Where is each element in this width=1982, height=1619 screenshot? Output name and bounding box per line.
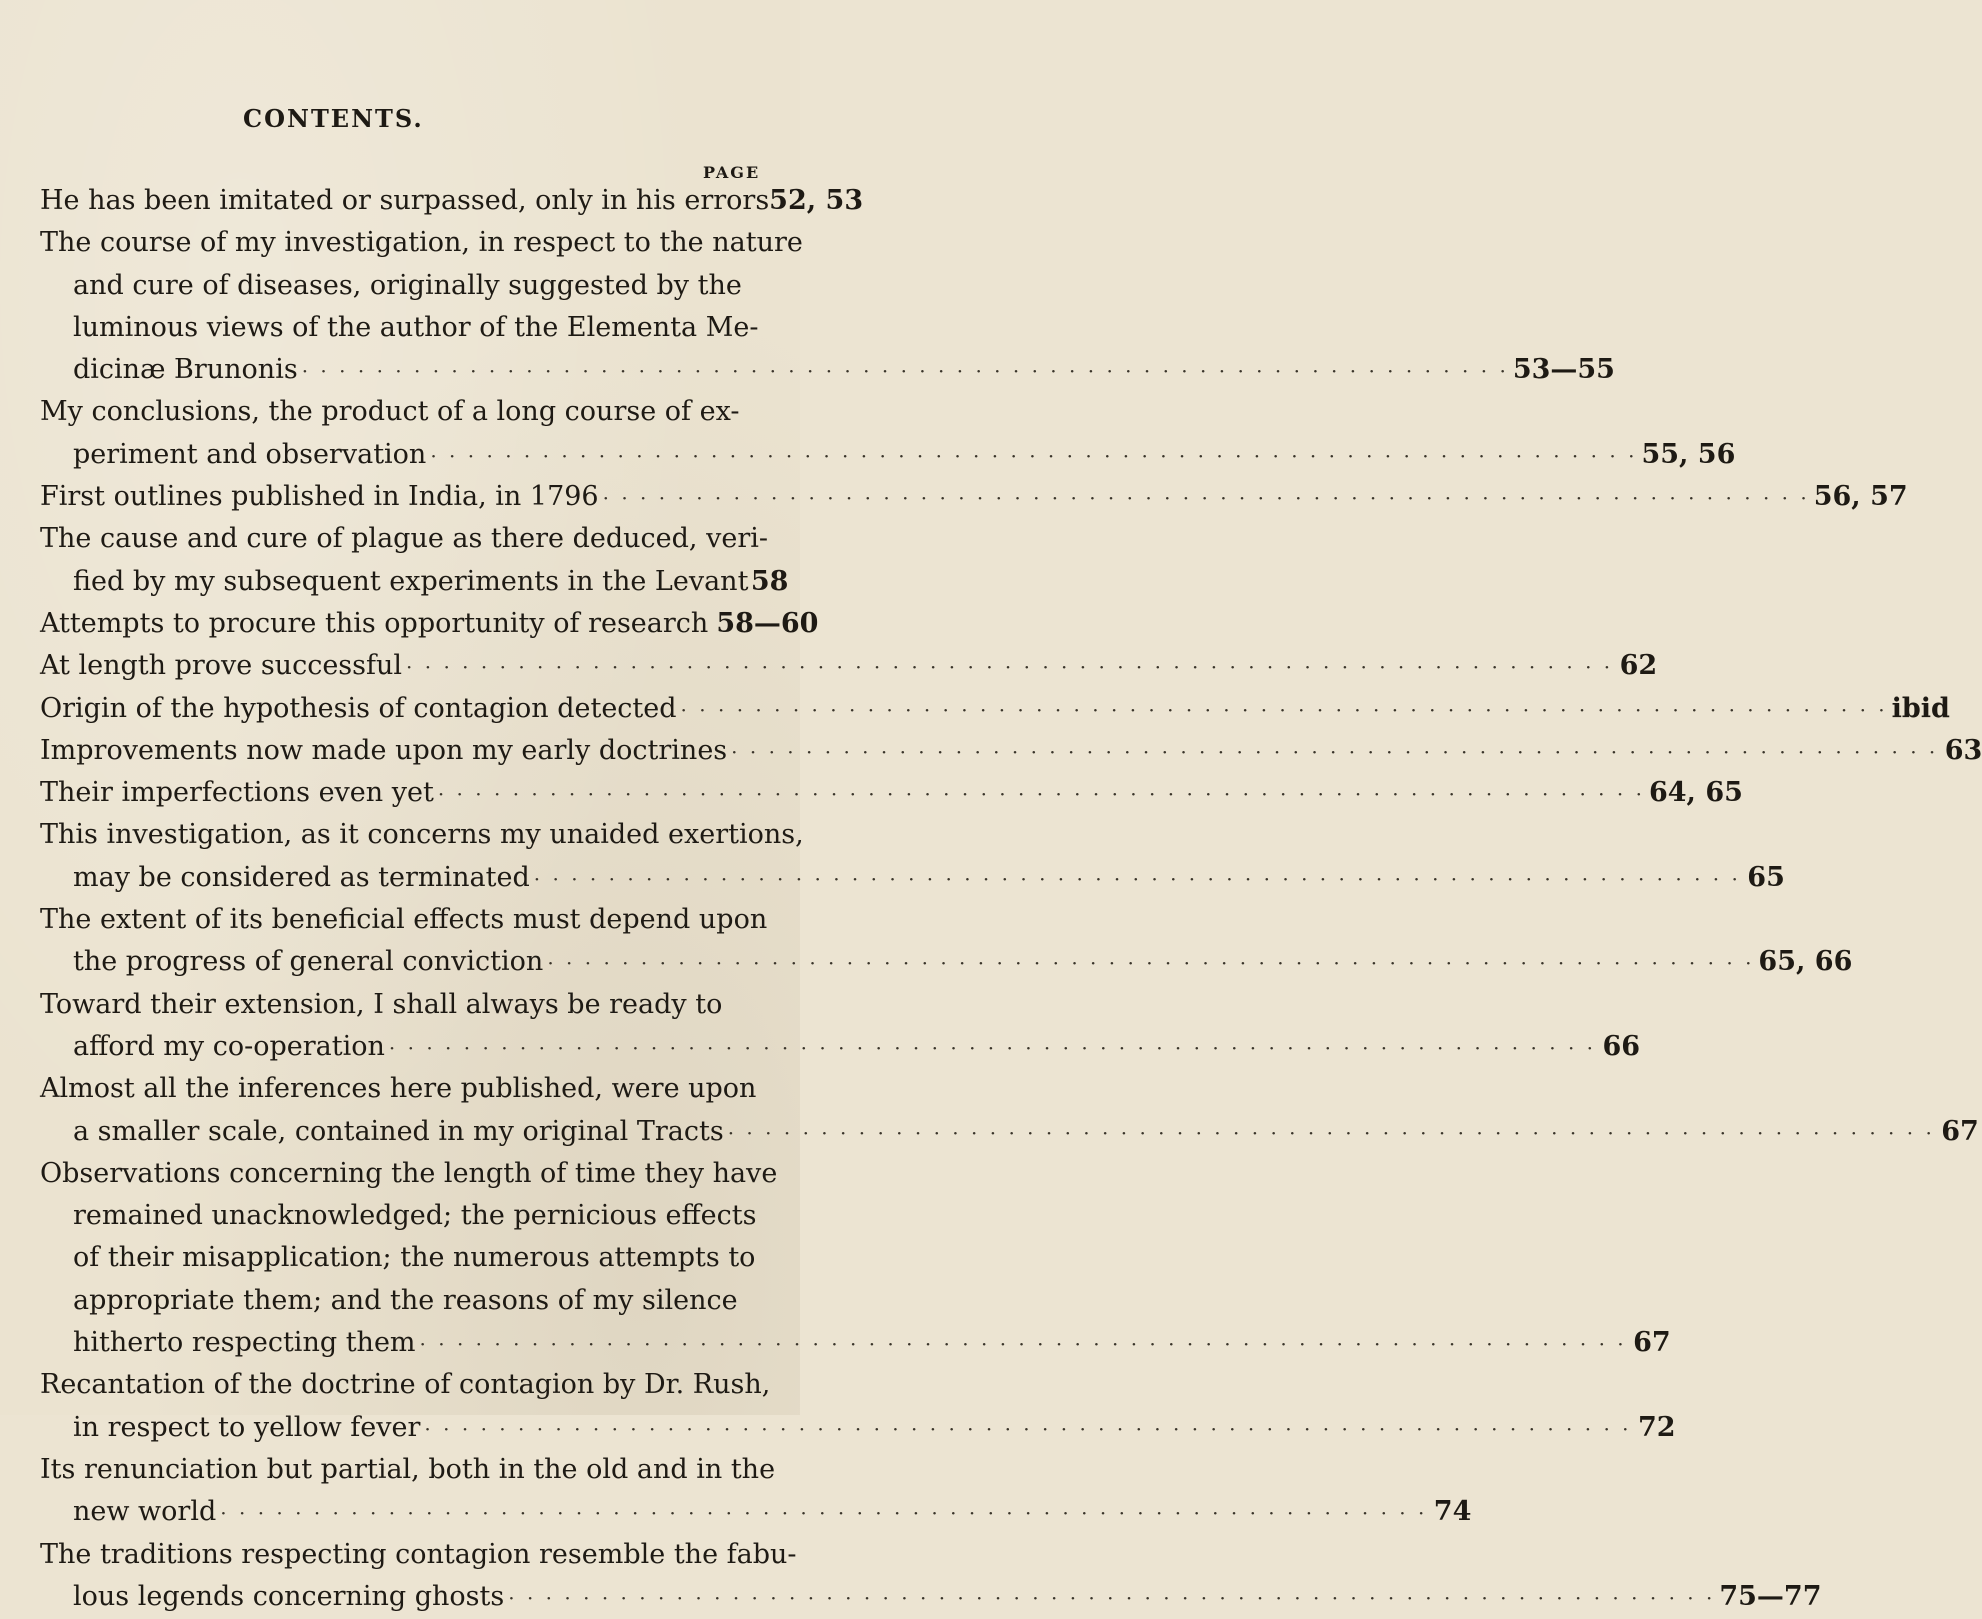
toc-line — [40, 1449, 780, 1491]
dot-leader — [420, 1323, 1627, 1365]
toc-line — [40, 857, 1785, 899]
toc-entry-text: Improvements now made upon my early doctrines — [40, 734, 728, 766]
toc-entry — [40, 645, 1658, 687]
toc-entry-text: Its renunciation but partial, both in the old and in the — [40, 1453, 776, 1485]
toc-entry — [40, 1534, 1822, 1619]
toc-entry-text: Origin of the hypothesis of contagion detected — [40, 692, 677, 724]
toc-entry — [40, 518, 789, 603]
toc-entry-text: Recantation of the doctrine of contagion by Dr. Rush, — [40, 1369, 771, 1401]
toc-entry — [40, 391, 1736, 476]
toc-entry-text: fied by my subsequent experiments in the Levant — [73, 565, 749, 597]
dot-leader — [547, 942, 1754, 984]
toc-line — [40, 688, 1950, 730]
toc-line — [40, 1364, 780, 1406]
toc-entry-text: luminous views of the author of the Elementa Me- — [73, 311, 759, 343]
toc-entry-text: afford my co-operation — [73, 1030, 385, 1062]
toc-entry-text: This investigation, as it concerns my unaided exertions, — [40, 819, 804, 851]
toc-line — [40, 645, 1658, 687]
toc-line — [40, 1026, 1641, 1068]
toc-line — [40, 1068, 780, 1110]
toc-line — [40, 476, 1908, 518]
toc-entry-text: Almost all the inferences here published, were upon — [40, 1073, 757, 1105]
page-number: 74 — [1433, 1496, 1472, 1528]
toc-line — [40, 518, 780, 560]
page-number: 52, 53 — [769, 185, 864, 216]
toc-line — [40, 180, 864, 222]
dot-leader — [603, 477, 1810, 519]
page-number: 58—60 — [716, 607, 819, 639]
toc-line — [40, 1322, 1671, 1364]
page-number: 62 — [1619, 650, 1658, 682]
dot-leader — [302, 350, 1509, 392]
page-number: 67 — [1633, 1327, 1671, 1359]
toc-entry-text: The extent of its beneficial effects must depend upon — [40, 904, 768, 936]
toc-entry-text: Observations concerning the length of time they have — [40, 1157, 778, 1189]
toc-entry-text: The course of my investigation, in respect to the nature — [40, 227, 803, 259]
table-of-contents — [40, 180, 1982, 1618]
toc-line — [40, 1491, 1472, 1533]
toc-line — [40, 1237, 780, 1279]
toc-entry — [40, 730, 1982, 772]
toc-line — [40, 391, 780, 433]
toc-entry — [40, 1068, 1979, 1153]
toc-entry — [40, 476, 1908, 518]
page-number: 56, 57 — [1813, 481, 1908, 513]
toc-entry-text: Toward their extension, I shall always be ready to — [40, 988, 723, 1020]
toc-entry-text: The traditions respecting contagion resemble the fabu- — [40, 1538, 797, 1570]
toc-entry-text: of their misapplication; the numerous attempts to — [73, 1242, 756, 1274]
toc-entry-text: new world — [73, 1496, 217, 1528]
toc-entry — [40, 180, 864, 222]
toc-line — [40, 814, 804, 856]
dot-leader — [534, 858, 1741, 900]
toc-entry-text: At length prove successful — [40, 650, 403, 682]
dot-leader — [438, 773, 1645, 815]
toc-line — [40, 1195, 780, 1237]
toc-entry-text: a smaller scale, contained in my original Tracts — [73, 1115, 724, 1147]
toc-entry-text: the progress of general conviction — [73, 946, 544, 978]
toc-entry-text: lous legends concerning ghosts — [73, 1580, 505, 1612]
dot-leader — [508, 1577, 1715, 1619]
dot-leader — [424, 1408, 1631, 1450]
page-number: 63 — [1944, 734, 1982, 766]
toc-entry-text: hitherto respecting them — [73, 1327, 416, 1359]
page-number: 65 — [1747, 861, 1785, 893]
page-number: 66 — [1602, 1030, 1641, 1062]
dot-leader — [389, 1027, 1596, 1069]
toc-entry-text: remained unacknowledged; the pernicious effects — [73, 1200, 757, 1232]
toc-entry — [40, 984, 1641, 1069]
toc-entry — [40, 1449, 1472, 1534]
page-number: 75—77 — [1719, 1580, 1822, 1612]
dot-leader — [728, 1112, 1935, 1154]
toc-line — [40, 1534, 797, 1576]
page-number: 53—55 — [1512, 354, 1615, 386]
toc-line — [40, 561, 789, 603]
toc-entry-text: and cure of diseases, originally suggested by the — [73, 269, 742, 301]
page-number: 65, 66 — [1758, 946, 1853, 978]
toc-entry-text: periment and observation — [73, 438, 427, 470]
toc-entry-text: in respect to yellow fever — [73, 1411, 421, 1443]
toc-entry-text: Attempts to procure this opportunity of research — [40, 607, 709, 639]
toc-line — [40, 984, 780, 1026]
toc-entry-text: He has been imitated or surpassed, only in his errors — [40, 185, 770, 216]
toc-entry — [40, 222, 1615, 391]
toc-line — [40, 265, 780, 307]
toc-line — [40, 730, 1982, 772]
toc-line — [40, 222, 803, 264]
toc-line — [40, 899, 780, 941]
toc-entry — [40, 603, 819, 645]
page-number: 58 — [750, 565, 789, 597]
toc-line — [40, 603, 819, 645]
toc-entry-text: dicinæ Brunonis — [73, 354, 298, 386]
toc-entry — [40, 814, 1785, 899]
toc-entry — [40, 899, 1853, 984]
page-column-label: PAGE — [703, 163, 761, 182]
toc-line — [40, 1407, 1676, 1449]
toc-line — [40, 772, 1743, 814]
page-number: 55, 56 — [1641, 438, 1736, 470]
dot-leader — [681, 689, 1888, 731]
toc-line — [40, 434, 1736, 476]
dot-leader — [430, 435, 1637, 477]
toc-entry-text: Their imperfections even yet — [40, 777, 434, 809]
toc-entry — [40, 1153, 1671, 1364]
toc-line — [40, 349, 1615, 391]
contents-heading: CONTENTS. — [243, 104, 424, 133]
toc-entry-text: My conclusions, the product of a long course of ex- — [40, 396, 740, 428]
toc-entry — [40, 1364, 1676, 1449]
toc-entry — [40, 772, 1743, 814]
toc-line — [40, 1153, 780, 1195]
toc-entry-text: First outlines published in India, in 1796 — [40, 481, 599, 513]
toc-line — [40, 1111, 1979, 1153]
toc-line — [40, 307, 780, 349]
page-number: ibid — [1891, 692, 1950, 724]
toc-entry-text: may be considered as terminated — [73, 861, 530, 893]
page-number: 72 — [1637, 1411, 1676, 1443]
toc-line — [40, 1280, 780, 1322]
toc-entry-text: The cause and cure of plague as there deduced, veri- — [40, 523, 768, 555]
dot-leader — [731, 731, 1938, 773]
toc-entry — [40, 688, 1950, 730]
page-number: 67 — [1941, 1115, 1979, 1147]
toc-line — [40, 1576, 1822, 1618]
toc-line — [40, 941, 1853, 983]
toc-entry-text: appropriate them; and the reasons of my silence — [73, 1284, 738, 1316]
dot-leader — [406, 646, 1613, 688]
page-number: 64, 65 — [1648, 777, 1743, 809]
dot-leader — [220, 1492, 1427, 1534]
